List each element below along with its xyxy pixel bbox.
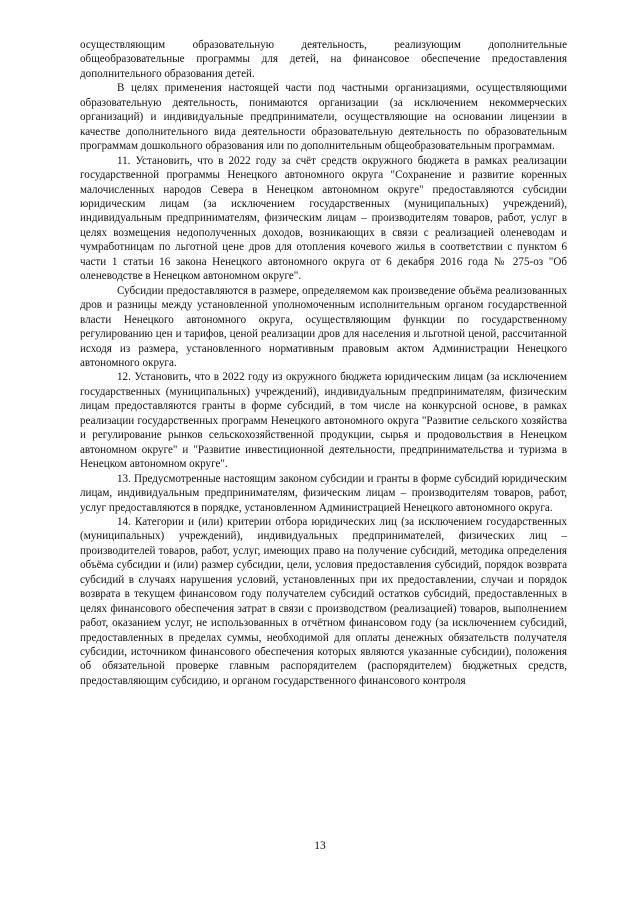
paragraph-12: 12. Установить, что в 2022 году из окружного бюджета юридическим лицам (за исключением государственных (муниципальных) учреждений), индивидуальным предпринимателям, физическим лицам предоставляются гранты в форме субсидий, в том числе на конкурсной основе, в рамках реализации государственных программ Ненецкого автономного округа "Развитие сельского хозяйства и регулирование рынков сельскохозяйственной продукции, сырья и продовольствия в Ненецком автономном округе" и "Развитие инвестиционной деятельности, предпринимательства и туризма в Ненецком автономном округе". [80,371,567,471]
paragraph-13: 13. Предусмотренные настоящим законом субсидии и гранты в форме субсидий юридическим лицам, индивидуальным предпринимателям, физическим лицам – производителям товаров, работ, услуг предоставляются в порядке, установленном Администрацией Ненецкого автономного округа. [80,472,567,514]
paragraph-11: 11. Установить, что в 2022 году за счёт средств окружного бюджета в рамках реализации государственной программы Ненецкого автономного округа "Сохранение и развитие коренных малочисленных народов Севера в Ненецком автономном округе" предоставляются субсидии юридическим лицам (за исключением государственных (муниципальных) учреждений), индивидуальным предпринимателям, физическим лицам – производителям товаров, работ, услуг в целях возмещения недополученных доходов, возникающих в связи с реализацией оленеводам и чумработницам по льготной цене дров для отопления кочевого жилья в соответствии с пунктом 6 части 1 статьи 16 закона Ненецкого автономного округа от 6 декабря 2016 года № 275-оз "Об оленеводстве в Ненецком автономном округе". [80,154,567,283]
paragraph-definition: В целях применения настоящей части под частными организациями, осуществляющими образовательную деятельность, понимаются организации (за исключением некоммерческих организаций) и индивидуальные предприниматели, осуществляющие на основании лицензии в качестве дополнительного вида деятельности образовательную деятельность по образовательным программам дошкольного образования или по дополнительным общеобразовательным программам. [80,82,567,153]
document-body [80,38,567,688]
paragraph-14: 14. Категории и (или) критерии отбора юридических лиц (за исключением государственных (муниципальных) учреждений), индивидуальных предпринимателей, физических лиц – производителей товаров, работ, услуг, имеющих право на получение субсидий, методика определения объёма субсидии и (или) размер субсидии, цели, условия предоставления субсидий, порядок возврата субсидий в случаях нарушения условий, установленных при их предоставлении, случаи и порядок возврата в текущем финансовом году получателем субсидий остатков субсидий, предоставленных в целях финансового обеспечения затрат в связи с производством (реализацией) товаров, выполнением работ, оказанием услуг, не использованных в отчётном финансовом году (за исключением субсидий, предоставленных в пределах суммы, необходимой для оплаты денежных обязательств получателя субсидии, источником финансового обеспечения которых являются указанные субсидии), положения об обязательной проверке главным распорядителем (распорядителем) бюджетных средств, предоставляющим субсидию, и органом государственного финансового контроля [80,515,567,687]
paragraph-continuation: осуществляющим образовательную деятельность, реализующим дополнительные общеобразовательные программы для детей, на финансовое обеспечение предоставления дополнительного образования детей. [80,39,567,80]
page-number: 13 [314,840,326,852]
paragraph-11-subsidy-size: Субсидии предоставляются в размере, определяемом как произведение объёма реализованных дров и разницы между установленной уполномоченным исполнительным органом государственной власти Ненецкого автономного округа, осуществляющим функции по государственному регулированию цен и тарифов, ценой реализации дров для населения и льготной ценой, рассчитанной исходя из размера, установленного нормативным правовым актом Администрации Ненецкого автономного округа. [80,284,567,369]
